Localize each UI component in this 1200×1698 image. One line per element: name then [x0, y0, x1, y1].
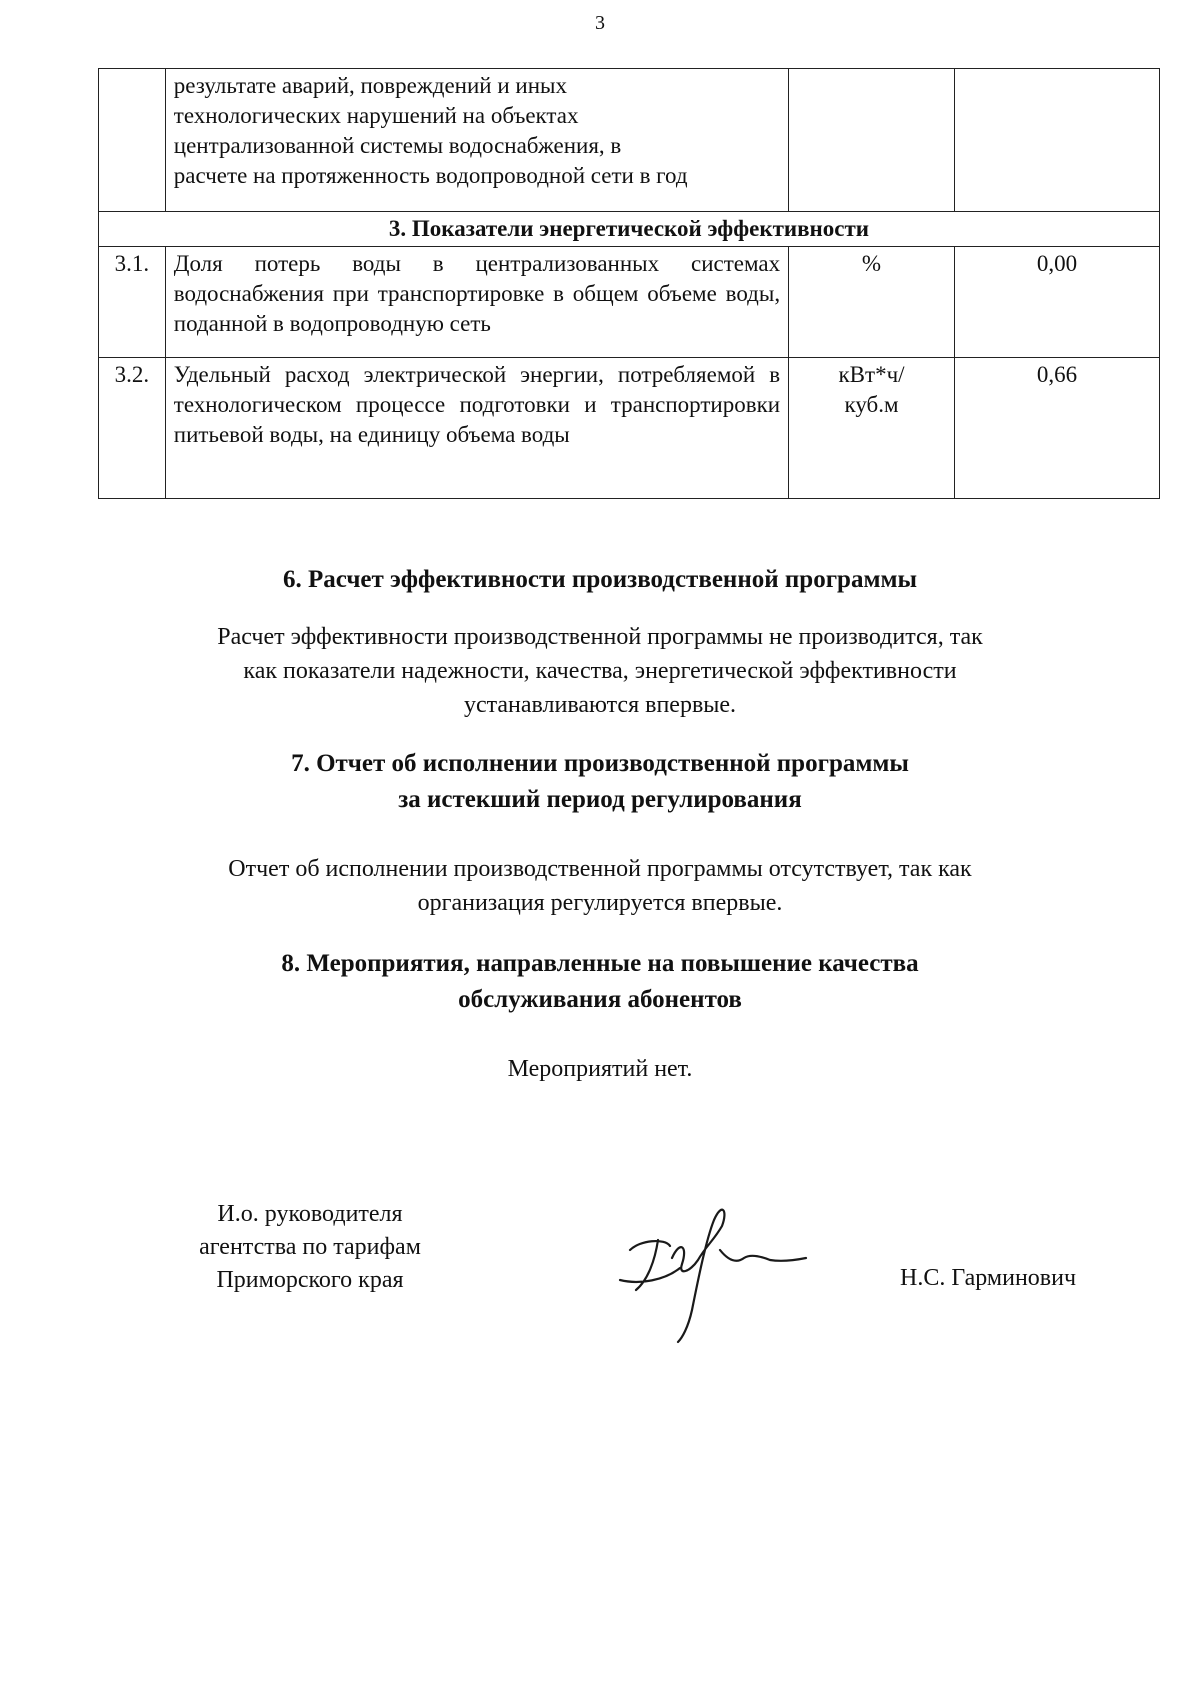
unit-line: кВт*ч/ — [838, 362, 905, 387]
text-line: Отчет об исполнении производственной программы отсутствует, так как — [228, 856, 972, 882]
position-line: Приморского края — [216, 1267, 404, 1293]
indicator-name-line: расчете на протяженность водопроводной сети в год — [173, 163, 688, 188]
section-8 — [0, 946, 1200, 1086]
table-row — [99, 69, 1160, 212]
indicator-name: Доля потерь воды в централизованных системах водоснабжения при транспортировке в общем объеме воды, поданной в водопроводную сеть — [165, 247, 788, 358]
indicator-name-line: технологических нарушений на объектах — [173, 103, 579, 128]
signatory-position — [160, 1198, 460, 1297]
text-line: как показатели надежности, качества, энергетической эффективности — [243, 658, 957, 684]
table-section-title: 3. Показатели энергетической эффективности — [99, 212, 1160, 247]
section-7-title — [0, 746, 1200, 818]
indicators-table — [98, 68, 1160, 499]
section-6 — [0, 562, 1200, 722]
indicator-name: Удельный расход электрической энергии, потребляемой в технологическом процессе подготовки и транспортировки питьевой воды, на единицу объема воды — [165, 358, 788, 499]
value-cell: 0,00 — [954, 247, 1159, 358]
heading-line: за истекший период регулирования — [398, 786, 802, 813]
text-line: Расчет эффективности производственной программы не производится, так — [217, 624, 983, 650]
section-6-text — [0, 620, 1200, 722]
table-row — [99, 358, 1160, 499]
section-7-text — [0, 852, 1200, 920]
section-6-title: 6. Расчет эффективности производственной программы — [282, 566, 918, 593]
table-row — [99, 247, 1160, 358]
table-section-row — [99, 212, 1160, 247]
value-cell: 0,66 — [954, 358, 1159, 499]
unit-cell — [789, 358, 955, 499]
handwritten-signature — [610, 1180, 810, 1350]
section-7 — [0, 746, 1200, 920]
position-line: И.о. руководителя — [217, 1201, 403, 1227]
heading-line: обслуживания абонентов — [458, 986, 742, 1013]
section-8-text: Мероприятий нет. — [507, 1056, 693, 1082]
row-number: 3.1. — [99, 247, 166, 358]
indicator-name-line: централизованной системы водоснабжения, в — [173, 133, 622, 158]
unit-line: куб.м — [844, 392, 899, 417]
signatory-name: Н.С. Гарминович — [900, 1265, 1077, 1291]
heading-line: 7. Отчет об исполнении производственной программы — [291, 750, 909, 777]
indicator-name — [165, 69, 788, 212]
text-line: организация регулируется впервые. — [417, 890, 783, 916]
unit-cell: % — [789, 247, 955, 358]
row-number: 3.2. — [99, 358, 166, 499]
page-number: 3 — [595, 12, 605, 34]
text-line: устанавливаются впервые. — [463, 692, 737, 718]
value-cell — [954, 69, 1159, 212]
indicator-name-line: результате аварий, повреждений и иных — [173, 73, 567, 98]
unit-cell — [789, 69, 955, 212]
row-number — [99, 69, 166, 212]
section-8-title — [0, 946, 1200, 1018]
position-line: агентства по тарифам — [199, 1234, 421, 1260]
heading-line: 8. Мероприятия, направленные на повышение качества — [281, 950, 919, 977]
